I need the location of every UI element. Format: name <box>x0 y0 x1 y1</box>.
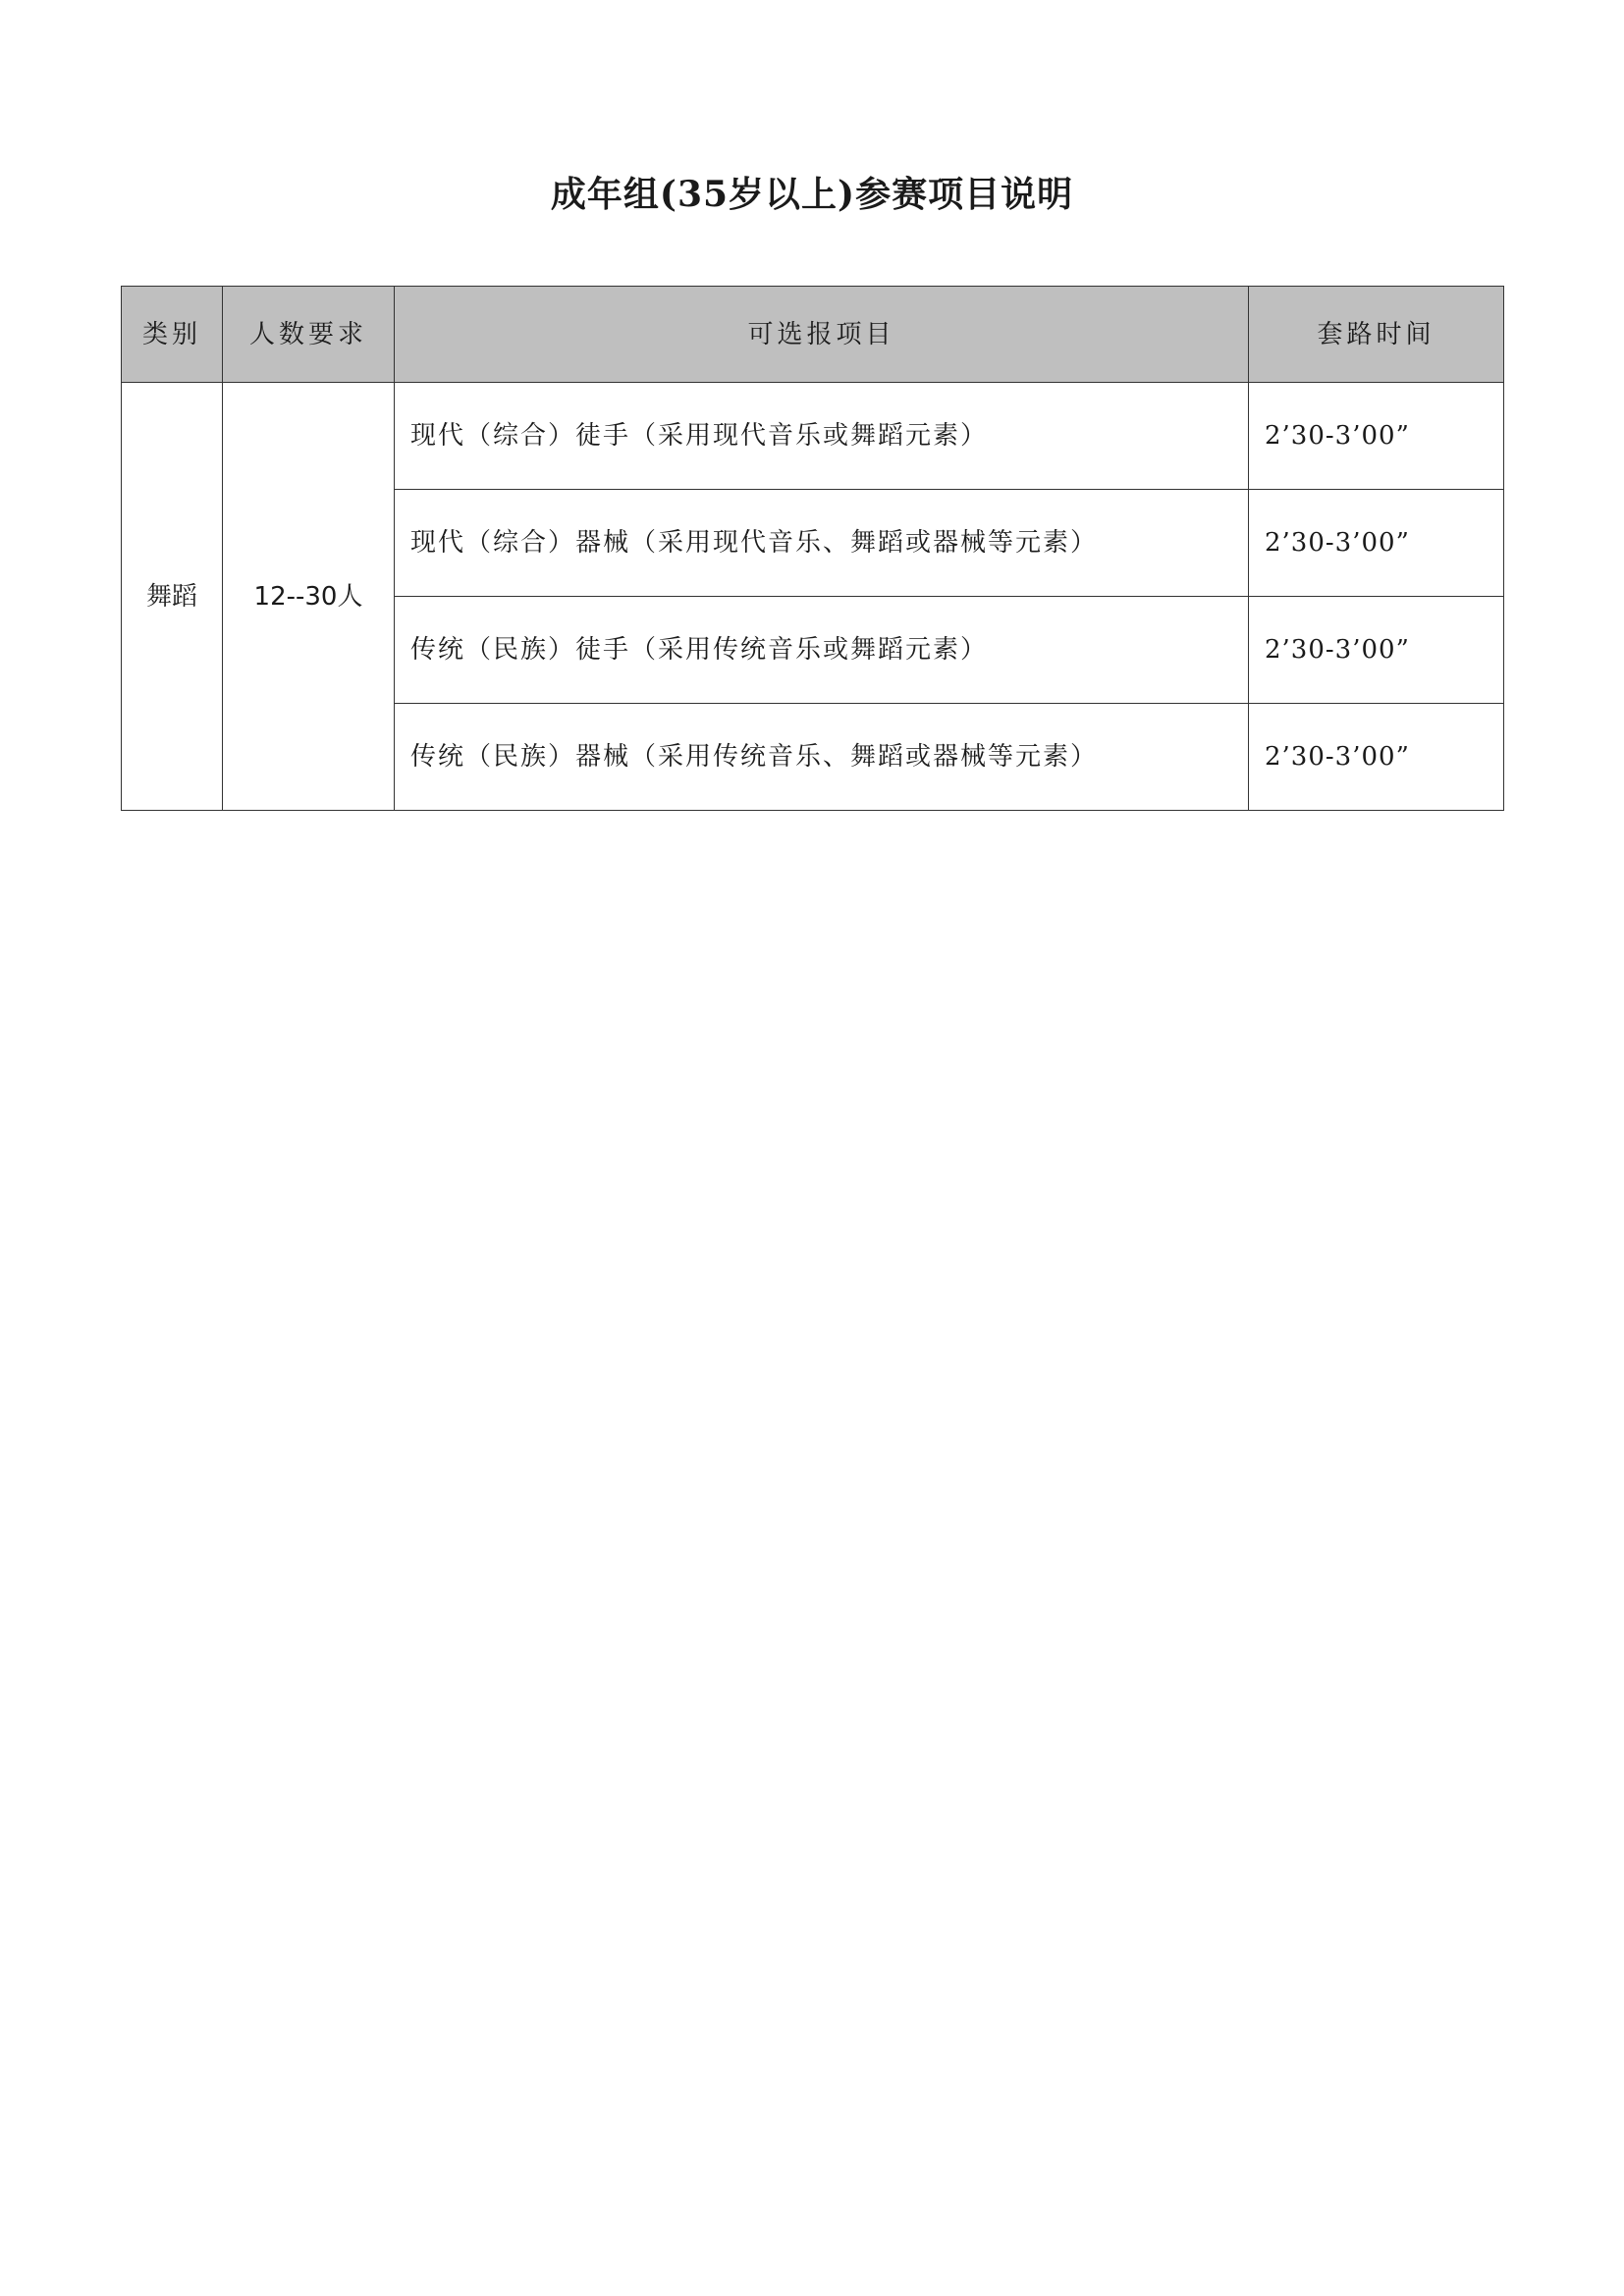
duration-cell: 2’30-3’00” <box>1249 704 1504 811</box>
page-title: 成年组(35岁以上)参赛项目说明 <box>550 174 1074 215</box>
category-cell: 舞蹈 <box>122 383 223 811</box>
header-category: 类别 <box>122 287 223 383</box>
project-cell: 传统（民族）徒手（采用传统音乐或舞蹈元素） <box>395 597 1249 704</box>
header-duration: 套路时间 <box>1249 287 1504 383</box>
duration-cell: 2’30-3’00” <box>1249 597 1504 704</box>
table-body <box>122 383 1504 811</box>
project-cell: 现代（综合）徒手（采用现代音乐或舞蹈元素） <box>395 383 1249 490</box>
events-table <box>121 286 1504 811</box>
headcount-cell: 12--30人 <box>223 383 395 811</box>
duration-cell: 2’30-3’00” <box>1249 383 1504 490</box>
project-cell: 现代（综合）器械（采用现代音乐、舞蹈或器械等元素） <box>395 490 1249 597</box>
header-headcount: 人数要求 <box>223 287 395 383</box>
header-projects: 可选报项目 <box>395 287 1249 383</box>
header-row <box>122 287 1504 383</box>
duration-cell: 2’30-3’00” <box>1249 490 1504 597</box>
table-row <box>122 383 1504 490</box>
project-cell: 传统（民族）器械（采用传统音乐、舞蹈或器械等元素） <box>395 704 1249 811</box>
table-header <box>122 287 1504 383</box>
